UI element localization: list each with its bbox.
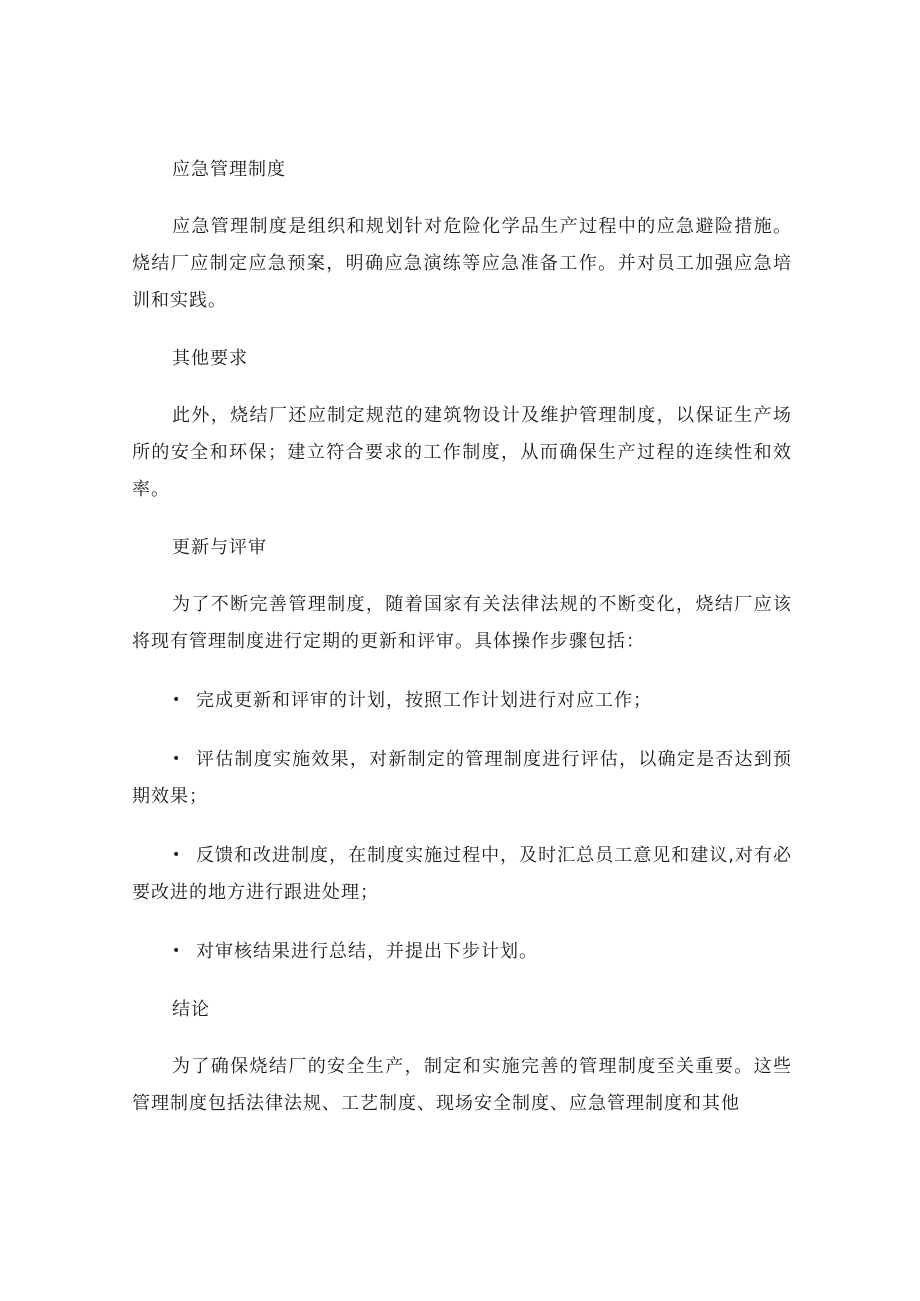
paragraph-conclusion: 为了确保烧结厂的安全生产，制定和实施完善的管理制度至关重要。这些管理制度包括法律法规、工艺制度、现场安全制度、应急管理制度和其他 [132,1056,792,1114]
paragraph-emergency: 应急管理制度是组织和规划针对危险化学品生产过程中的应急避险措施。烧结厂应制定应急预案，明确应急演练等应急准备工作。并对员工加强应急培训和实践。 [132,216,792,311]
section-heading-update-review: 更新与评审 [172,537,267,558]
list-item-text: 评估制度实施效果，对新制定的管理制度进行评估，以确定是否达到预期效果； [132,749,792,807]
list-item-text: 反馈和改进制度，在制度实施过程中，及时汇总员工意见和建议,对有必要改进的地方进行跟进处理； [132,845,792,903]
list-item-text: 完成更新和评审的计划，按照工作计划进行对应工作； [196,690,652,711]
list-item-text: 对审核结果进行总结，并提出下步计划。 [196,941,538,962]
bullet-marker: • [172,847,182,863]
bullet-marker: • [172,943,182,959]
list-item [132,933,792,970]
document-page [132,152,792,1144]
section-heading-other-requirements: 其他要求 [172,348,248,369]
list-item [132,682,792,719]
section-heading-conclusion: 结论 [172,999,210,1020]
paragraph-other-requirements: 此外，烧结厂还应制定规范的建筑物设计及维护管理制度，以保证生产场所的安全和环保；建立符合要求的工作制度，从而确保生产过程的连续性和效率。 [132,405,792,500]
list-item [132,837,792,911]
list-item [132,741,792,815]
bullet-marker: • [172,751,182,767]
bullet-marker: • [172,692,182,708]
paragraph-update-review: 为了不断完善管理制度，随着国家有关法律法规的不断变化，烧结厂应该将现有管理制度进行定期的更新和评审。具体操作步骤包括： [132,594,792,652]
section-heading-emergency: 应急管理制度 [172,159,286,180]
